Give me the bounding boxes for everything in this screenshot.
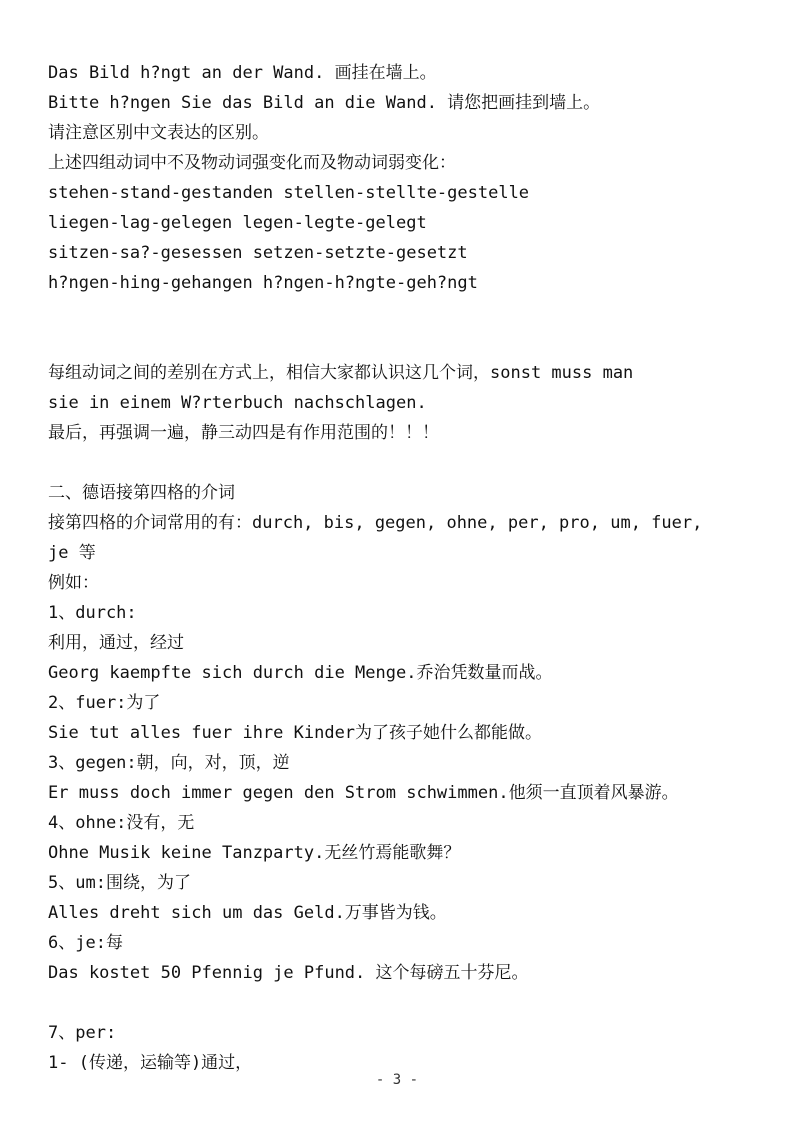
document-body — [48, 58, 748, 1078]
example-sentence: Georg kaempfte sich durch die Menge.乔治凭数量而战。 — [48, 663, 553, 683]
list-item-heading: 3、gegen:朝，向，对，顶，逆 — [48, 753, 290, 773]
text-line: sie in einem W?rterbuch nachschlagen. — [48, 393, 427, 413]
text-line: 例如： — [48, 573, 99, 593]
list-item-heading: 7、per: — [48, 1023, 117, 1043]
verb-conjugation-line: sitzen-sa?-gesessen setzen-setzte-gesetzt — [48, 243, 468, 263]
text-line: 接第四格的介词常用的有：durch, bis, gegen, ohne, per, pro, um, fuer, — [48, 513, 703, 533]
spacer — [48, 448, 748, 478]
verb-conjugation-line: stehen-stand-gestanden stellen-stellte-gestelle — [48, 183, 530, 203]
example-sentence: Alles dreht sich um das Geld.万事皆为钱。 — [48, 903, 447, 923]
section-heading: 二、德语接第四格的介词 — [48, 483, 235, 503]
verb-conjugation-line: liegen-lag-gelegen legen-legte-gelegt — [48, 213, 427, 233]
example-sentence: Sie tut alles fuer ihre Kinder为了孩子她什么都能做。 — [48, 723, 543, 743]
list-item-heading: 6、je:每 — [48, 933, 123, 953]
verb-conjugation-line: h?ngen-hing-gehangen h?ngen-h?ngte-geh?ngt — [48, 273, 478, 293]
text-line: 上述四组动词中不及物动词强变化而及物动词弱变化： — [48, 153, 456, 173]
list-item-heading: 5、um:围绕，为了 — [48, 873, 191, 893]
text-line: Das Bild h?ngt an der Wand. 画挂在墙上。 — [48, 63, 437, 83]
list-item-heading: 4、ohne:没有，无 — [48, 813, 195, 833]
text-line: je 等 — [48, 543, 96, 563]
list-item-heading: 1、durch: — [48, 603, 137, 623]
text-line: 1- (传递，运输等)通过， — [48, 1053, 253, 1073]
text-line: 利用，通过，经过 — [48, 633, 184, 653]
example-sentence: Das kostet 50 Pfennig je Pfund. 这个每磅五十芬尼。 — [48, 963, 529, 983]
list-item-heading: 2、fuer:为了 — [48, 693, 161, 713]
example-sentence: Er muss doch immer gegen den Strom schwimmen.他须一直顶着风暴游。 — [48, 783, 679, 803]
spacer — [48, 988, 748, 1018]
example-sentence: Ohne Musik keine Tanzparty.无丝竹焉能歌舞？ — [48, 843, 461, 863]
text-line: 请注意区别中文表达的区别。 — [48, 123, 269, 143]
page-number: - 3 - — [375, 1072, 419, 1088]
spacer — [48, 298, 748, 358]
text-line: 最后，再强调一遍，静三动四是有作用范围的！！！ — [48, 423, 439, 443]
text-line: Bitte h?ngen Sie das Bild an die Wand. 请您把画挂到墙上。 — [48, 93, 601, 113]
text-line: 每组动词之间的差别在方式上，相信大家都认识这几个词，sonst muss man — [48, 363, 634, 383]
